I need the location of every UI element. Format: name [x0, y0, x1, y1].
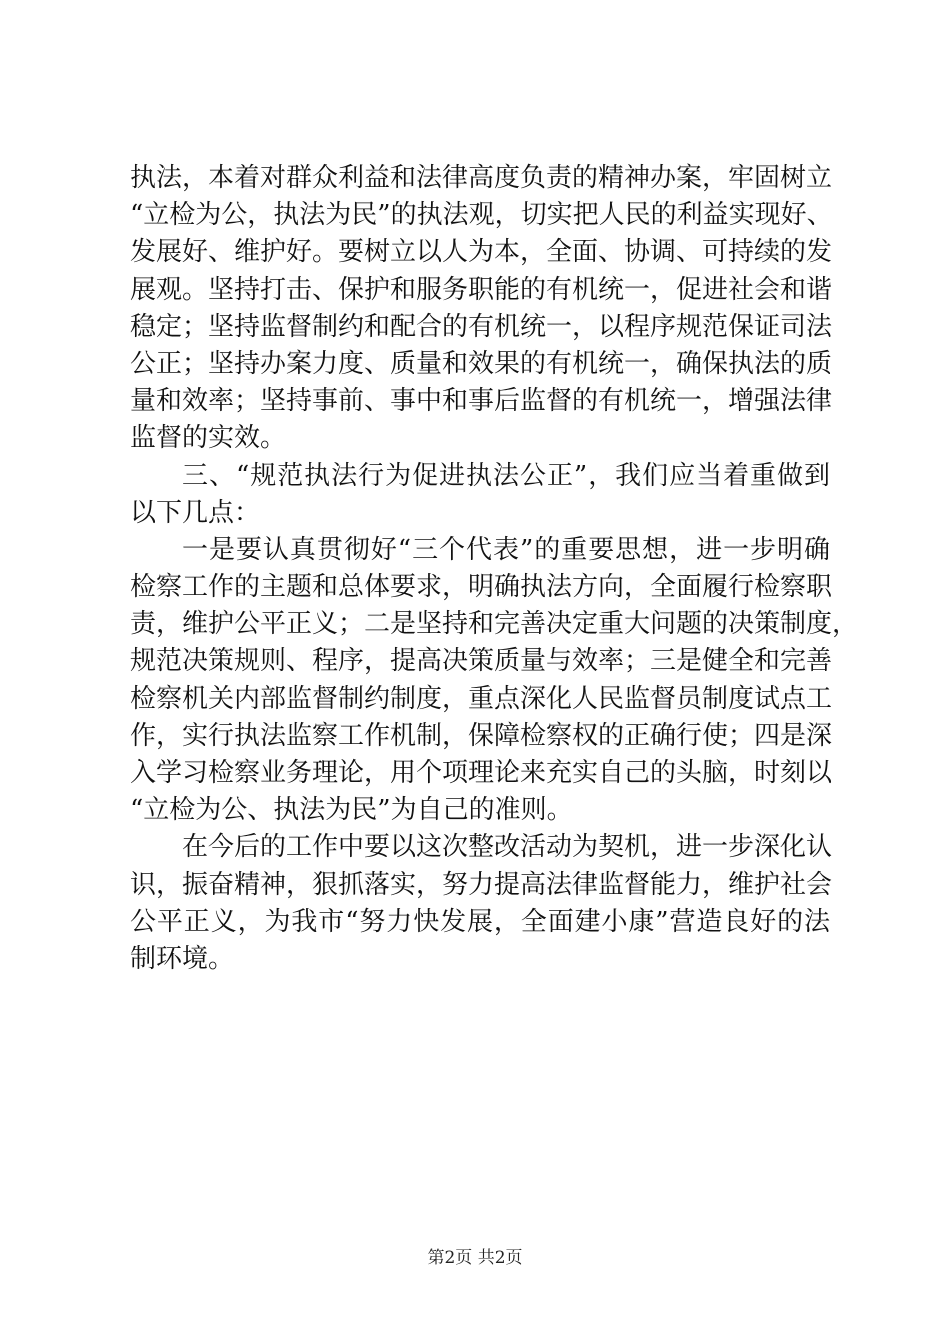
text-line: “立检为公，执法为民”的执法观，切实把人民的利益实现好、	[130, 200, 833, 231]
paragraph-first-line: 一是要认真贯彻好“三个代表”的重要思想，进一步明确	[182, 534, 830, 565]
section-heading-line: 三、“规范执法行为促进执法公正”，我们应当着重做到	[182, 460, 830, 491]
text-line: 作，实行执法监察工作机制，保障检察权的正确行使；四是深	[130, 720, 833, 751]
text-line: 公正；坚持办案力度、质量和效果的有机统一，确保执法的质	[130, 348, 833, 379]
text-line: 识，振奋精神，狠抓落实，努力提高法律监督能力，维护社会	[130, 869, 833, 900]
text-line: 执法，本着对群众利益和法律高度负责的精神办案，牢固树立	[130, 163, 833, 193]
text-line: 检察工作的主题和总体要求，明确执法方向，全面履行检察职	[130, 572, 833, 603]
text-line: 发展好、维护好。要树立以人为本，全面、协调、可持续的发	[130, 237, 833, 268]
text-line: 责，维护公平正义；二是坚持和完善决定重大问题的决策制度，	[130, 609, 859, 640]
text-line: 规范决策规则、程序，提高决策质量与效率；三是健全和完善	[130, 646, 833, 677]
text-line: 监督的实效。	[130, 423, 287, 454]
text-line: 量和效率；坚持事前、事中和事后监督的有机统一，增强法律	[130, 386, 833, 417]
text-line: 展观。坚持打击、保护和服务职能的有机统一，促进社会和谐	[130, 274, 833, 305]
text-line: 以下几点：	[130, 497, 261, 528]
text-line: 检察机关内部监督制约制度，重点深化人民监督员制度试点工	[130, 683, 833, 714]
text-line: 制环境。	[130, 943, 235, 974]
text-line: 稳定；坚持监督制约和配合的有机统一，以程序规范保证司法	[130, 311, 833, 342]
text-line: 入学习检察业务理论，用个项理论来充实自己的头脑，时刻以	[130, 758, 833, 788]
text-line: “立检为公、执法为民”为自己的准则。	[130, 795, 573, 826]
document-body	[130, 160, 859, 978]
text-line: 公平正义，为我市“努力快发展，全面建小康”营造良好的法	[130, 906, 830, 937]
paragraph-first-line: 在今后的工作中要以这次整改活动为契机，进一步深化认	[182, 832, 833, 863]
page-number-footer: 第2页 共2页	[427, 1248, 523, 1268]
